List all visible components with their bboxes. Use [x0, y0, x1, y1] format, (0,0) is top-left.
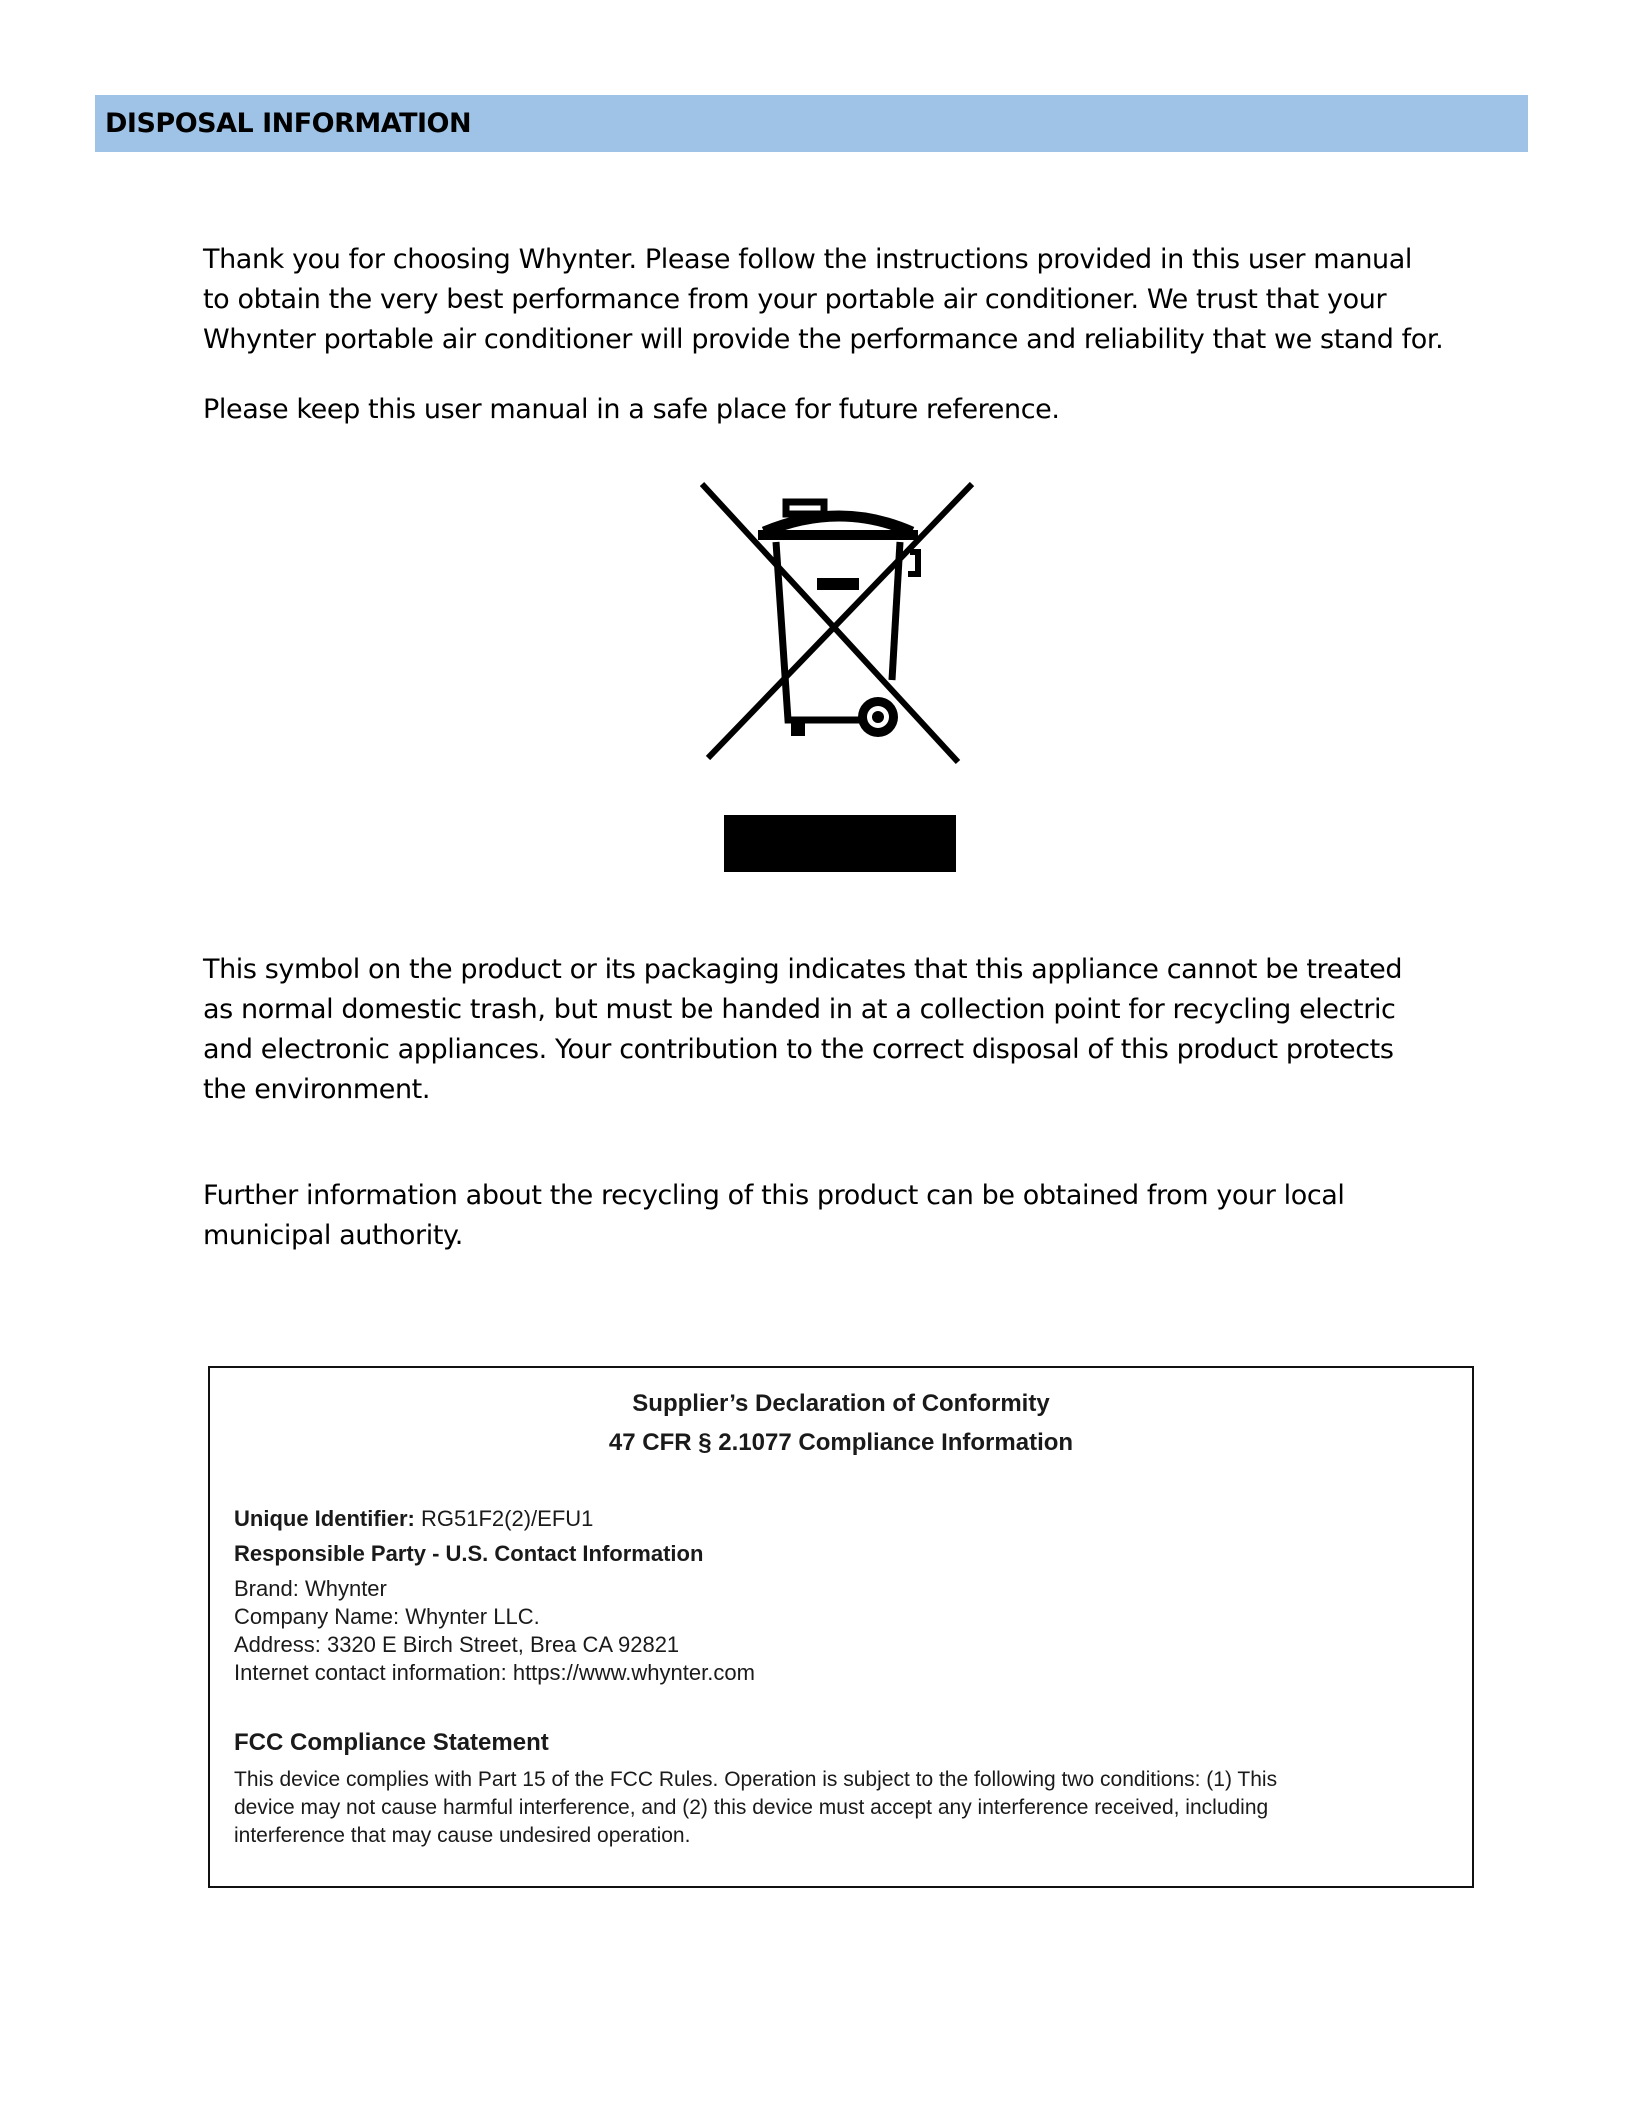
conformity-title: Supplier’s Declaration of Conformity — [632, 1390, 1050, 1417]
fcc-line: device may not cause harmful interference, and (2) this device must accept any interference received, including — [234, 1796, 1269, 1819]
disposal-line: and electronic appliances. Your contribution to the correct disposal of this product protects — [203, 1034, 1394, 1065]
section-title: DISPOSAL INFORMATION — [105, 108, 472, 139]
intro-line: Whynter portable air conditioner will provide the performance and reliability that we stand for. — [203, 324, 1444, 355]
internet-value: https://www.whynter.com — [512, 1660, 755, 1685]
conformity-subtitle: 47 CFR § 2.1077 Compliance Information — [608, 1429, 1074, 1456]
brand-line — [234, 1576, 387, 1602]
company-value: Whynter LLC. — [405, 1604, 540, 1629]
weee-underline-bar — [724, 815, 956, 872]
disposal-line: This symbol on the product or its packaging indicates that this appliance cannot be treated — [203, 954, 1403, 985]
responsible-party-heading: Responsible Party - U.S. Contact Information — [234, 1541, 704, 1566]
disposal-line: as normal domestic trash, but must be handed in at a collection point for recycling electric — [203, 994, 1396, 1025]
unique-identifier — [234, 1506, 593, 1532]
fcc-heading: FCC Compliance Statement — [234, 1729, 549, 1756]
intro-line: to obtain the very best performance from your portable air conditioner. We trust that your — [203, 284, 1387, 315]
disposal-paragraph — [203, 950, 1503, 1110]
brand-label: Brand: — [234, 1576, 299, 1601]
further-line: Further information about the recycling of this product can be obtained from your local — [203, 1180, 1345, 1211]
fcc-statement — [234, 1766, 1434, 1850]
company-label: Company Name: — [234, 1604, 400, 1629]
company-line — [234, 1604, 540, 1630]
address-label: Address: — [234, 1632, 321, 1657]
internet-label: Internet contact information: — [234, 1660, 507, 1685]
disposal-line: the environment. — [203, 1074, 431, 1105]
identifier-label: Unique Identifier: — [234, 1506, 415, 1531]
address-value: 3320 E Birch Street, Brea CA 92821 — [326, 1632, 680, 1657]
crossed-out-wheelie-bin-icon — [700, 480, 980, 780]
section-header-bar — [95, 95, 1528, 152]
brand-value: Whynter — [304, 1576, 387, 1601]
intro-paragraph — [203, 240, 1503, 360]
conformity-box — [208, 1366, 1474, 1888]
fcc-line: This device complies with Part 15 of the FCC Rules. Operation is subject to the following two conditions: (1) This — [234, 1768, 1278, 1791]
intro-line: Thank you for choosing Whynter. Please follow the instructions provided in this user manual — [203, 244, 1413, 275]
fcc-line: interference that may cause undesired operation. — [234, 1824, 691, 1847]
keep-manual-paragraph: Please keep this user manual in a safe place for future reference. — [203, 394, 1060, 425]
address-line — [234, 1632, 679, 1658]
further-line: municipal authority. — [203, 1220, 463, 1251]
identifier-value: RG51F2(2)/EFU1 — [421, 1506, 594, 1531]
internet-line — [234, 1660, 755, 1686]
further-info-paragraph — [203, 1176, 1503, 1256]
